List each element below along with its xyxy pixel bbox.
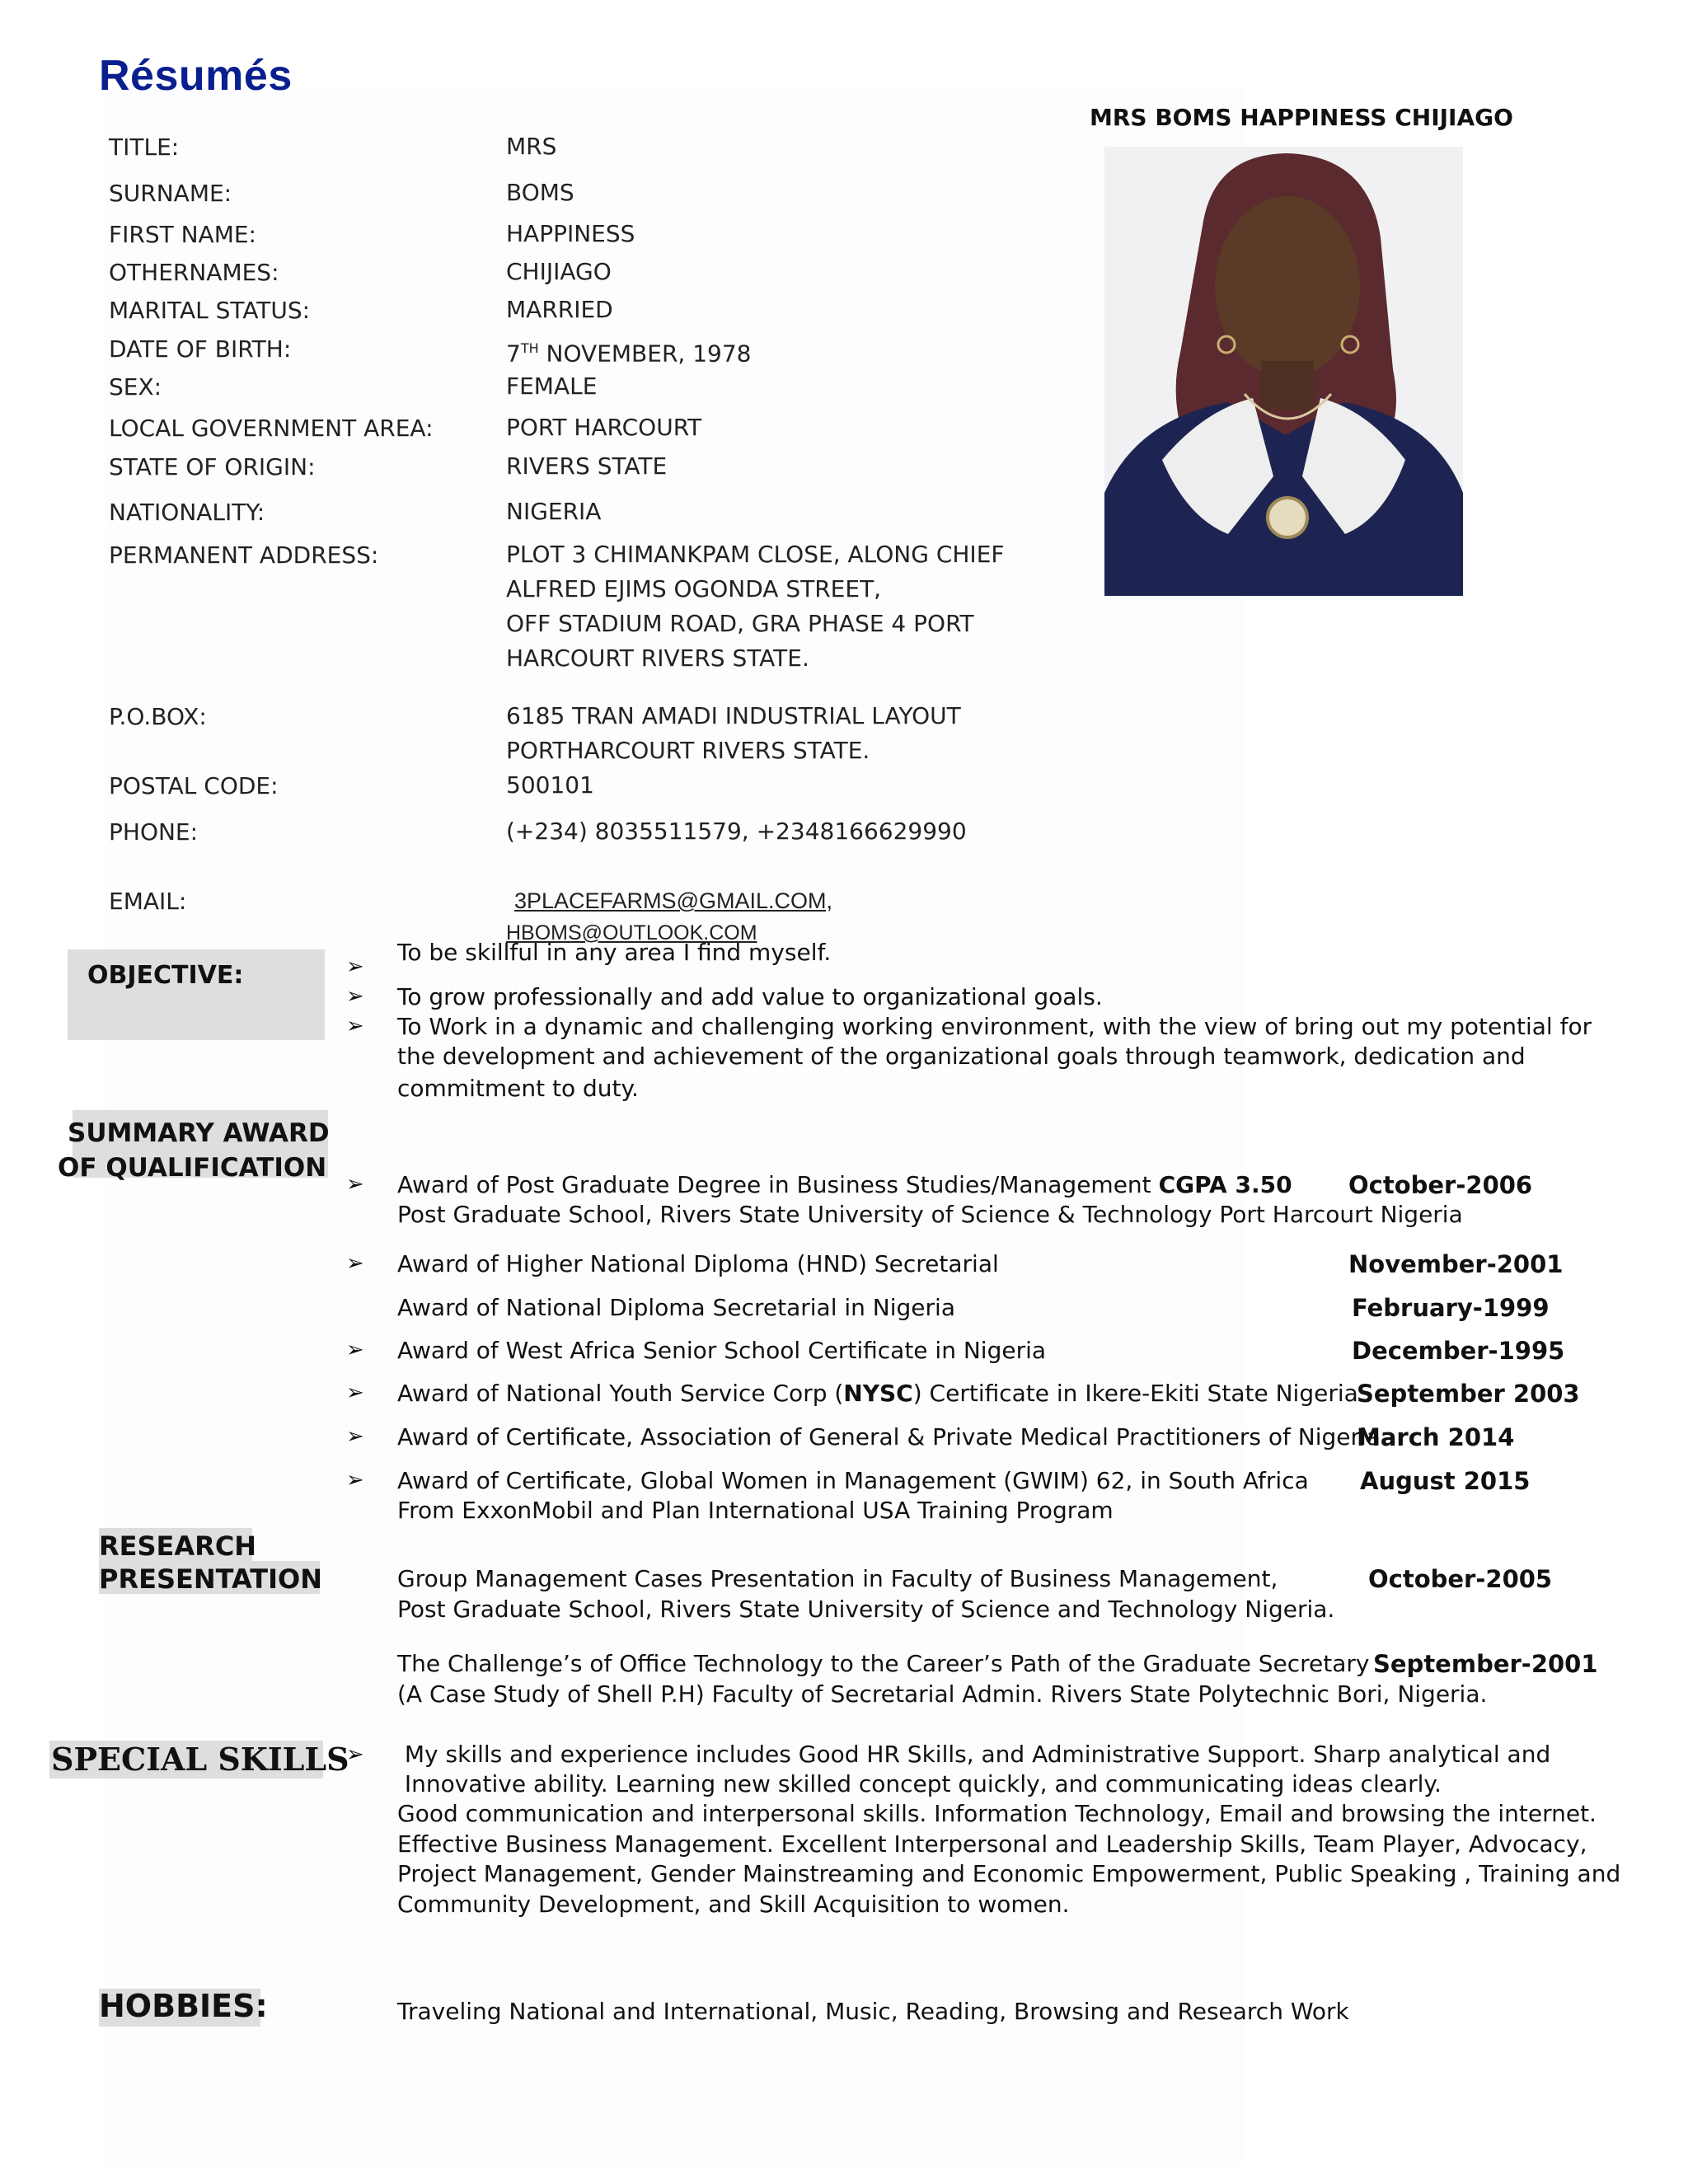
objective-item-cont: the development and achievement of the organizational goals through teamwork, dedication and [397,1043,1526,1070]
name-heading: MRS BOMS HAPPINESS CHIJIAGO [1090,104,1513,131]
qualification-detail: From ExxonMobil and Plan International USA Training Program [397,1497,1114,1524]
qualification-grade: CGPA 3.50 [1158,1171,1292,1198]
value-surname: BOMS [506,179,574,206]
research-heading: RESEARCH [99,1530,257,1562]
value-sex: FEMALE [506,373,598,400]
po-box-line: PORTHARCOURT RIVERS STATE. [506,737,870,764]
label-email: EMAIL: [109,888,187,915]
skills-line: My skills and experience includes Good HR Skills, and Administrative Support. Sharp analytical and [397,1741,1551,1768]
value-phone: (+234) 8035511579, +2348166629990 [506,818,967,845]
qualification-abbrev: NYSC [843,1380,913,1407]
objective-heading: OBJECTIVE: [87,961,244,990]
hobbies-heading-text: HOBBIES [99,1988,256,2024]
address-line: HARCOURT RIVERS STATE. [506,644,809,672]
qualification-date: November-2001 [1348,1250,1564,1278]
qualification-text: Award of Post Graduate Degree in Business Studies/Management [397,1171,1159,1198]
label-first-name: FIRST NAME: [109,221,256,248]
dob-month-year: NOVEMBER, 1978 [538,340,752,368]
label-date-of-birth: DATE OF BIRTH: [109,335,292,363]
dob-suffix: TH [520,340,539,356]
qualification-date: February-1999 [1352,1294,1550,1322]
value-postal-code: 500101 [506,771,594,799]
bullet-icon: ➢ [346,984,364,1009]
value-lga: PORT HARCOURT [506,414,702,441]
value-nationality: NIGERIA [506,498,602,525]
bullet-icon: ➢ [346,1338,364,1362]
value-title: MRS [506,133,557,160]
label-sex: SEX: [109,373,162,401]
label-surname: SURNAME: [109,180,232,207]
qualification-text: Award of National Youth Service Corp ( [397,1380,844,1407]
address-line: OFF STADIUM ROAD, GRA PHASE 4 PORT [506,610,974,637]
value-permanent-address [506,537,1005,676]
hobbies-heading [99,1988,268,2024]
qualification-item: Award of Certificate, Association of General & Private Medical Practitioners of Nigeria [397,1423,1381,1451]
value-othernames: CHIJIAGO [506,258,612,285]
qualification-date: December-1995 [1352,1337,1565,1365]
label-nationality: NATIONALITY: [109,499,265,526]
qualification-date: October-2006 [1348,1171,1533,1199]
qualification-item: Award of Certificate, Global Women in Management (GWIM) 62, in South Africa [397,1467,1309,1494]
email-link-2[interactable]: HBOMS@OUTLOOK.COM [506,921,757,944]
qualification-date: September 2003 [1357,1380,1580,1408]
hobbies-text: Traveling National and International, Music, Reading, Browsing and Research Work [397,1998,1349,2025]
skills-line: Project Management, Gender Mainstreaming and Economic Empowerment, Public Speaking , Training and [397,1860,1621,1887]
objective-item: To Work in a dynamic and challenging working environment, with the view of bring out my potential for [397,1013,1592,1040]
value-first-name: HAPPINESS [506,220,635,247]
email-link-1[interactable]: 3PLACEFARMS@GMAIL.COM, [514,888,832,913]
label-title: TITLE: [109,134,180,161]
qualification-item: Award of West Africa Senior School Certificate in Nigeria [397,1337,1047,1364]
research-detail: Post Graduate School, Rivers State University of Science and Technology Nigeria. [397,1596,1335,1623]
hobbies-heading-colon: : [255,1988,268,2024]
bullet-icon: ➢ [346,1014,364,1038]
bullet-icon: ➢ [346,1380,364,1405]
label-phone: PHONE: [109,818,199,846]
qualification-heading: SUMMARY AWARD [68,1118,330,1148]
bullet-icon: ➢ [346,1251,364,1276]
qualification-text: ) Certificate in Ikere-Ekiti State Nigeria [912,1380,1358,1407]
research-item: Group Management Cases Presentation in Faculty of Business Management, [397,1565,1278,1592]
bullet-icon: ➢ [346,954,364,979]
label-permanent-address: PERMANENT ADDRESS: [109,541,379,569]
qualification-date: March 2014 [1357,1423,1515,1451]
address-line: PLOT 3 CHIMANKPAM CLOSE, ALONG CHIEF [506,541,1005,568]
label-marital-status: MARITAL STATUS: [109,297,311,324]
value-marital-status: MARRIED [506,296,613,323]
label-state-of-origin: STATE OF ORIGIN: [109,453,316,480]
research-item: The Challenge’s of Office Technology to the Career’s Path of the Graduate Secretary [397,1650,1370,1677]
value-po-box [506,699,961,768]
research-date: October-2005 [1368,1565,1553,1593]
value-state-of-origin: RIVERS STATE [506,452,668,480]
qualification-item: Award of Higher National Diploma (HND) Secretarial [397,1250,999,1277]
skills-line: Good communication and interpersonal skills. Information Technology, Email and browsing the internet. [397,1800,1597,1827]
research-heading: PRESENTATION [99,1563,322,1595]
objective-item-text: To be skillful in any area I find myself. [397,939,832,966]
portrait-image [1104,147,1463,596]
research-detail: (A Case Study of Shell P.H) Faculty of Secretarial Admin. Rivers State Polytechnic Bori, Nigeria. [397,1680,1488,1708]
objective-item-cont: commitment to duty. [397,1075,639,1102]
value-date-of-birth [506,331,751,371]
skills-line: Innovative ability. Learning new skilled concept quickly, and communicating ideas clearly. [397,1770,1442,1797]
label-lga: LOCAL GOVERNMENT AREA: [109,415,434,442]
objective-item [397,939,832,974]
qualification-item [397,1379,1358,1408]
bullet-icon: ➢ [346,1468,364,1493]
qualification-item [397,1170,1292,1200]
portrait-photo [1104,147,1463,596]
bullet-icon: ➢ [346,1172,364,1197]
po-box-line: 6185 TRAN AMADI INDUSTRIAL LAYOUT [506,702,961,729]
document-title: Résumés [99,52,293,100]
qualification-date: August 2015 [1360,1467,1531,1495]
label-othernames: OTHERNAMES: [109,259,279,286]
bullet-icon: ➢ [346,1742,364,1767]
label-po-box: P.O.BOX: [109,703,207,730]
skills-heading: SPECIAL SKILLS [51,1741,349,1778]
skills-line: Community Development, and Skill Acquisition to women. [397,1891,1070,1918]
research-date: September-2001 [1373,1650,1598,1678]
label-postal-code: POSTAL CODE: [109,772,279,799]
dob-day: 7 [506,340,521,368]
objective-item: To grow professionally and add value to organizational goals. [397,983,1103,1010]
bullet-icon: ➢ [346,1424,364,1449]
qualification-item: Award of National Diploma Secretarial in Nigeria [397,1294,955,1321]
skills-line: Effective Business Management. Excellent Interpersonal and Leadership Skills, Team Player, Advocacy, [397,1830,1587,1858]
address-line: ALFRED EJIMS OGONDA STREET, [506,575,882,602]
qualification-detail: Post Graduate School, Rivers State University of Science & Technology Port Harcourt Nigeria [397,1201,1463,1228]
qualification-heading: OF QUALIFICATION [58,1153,327,1183]
